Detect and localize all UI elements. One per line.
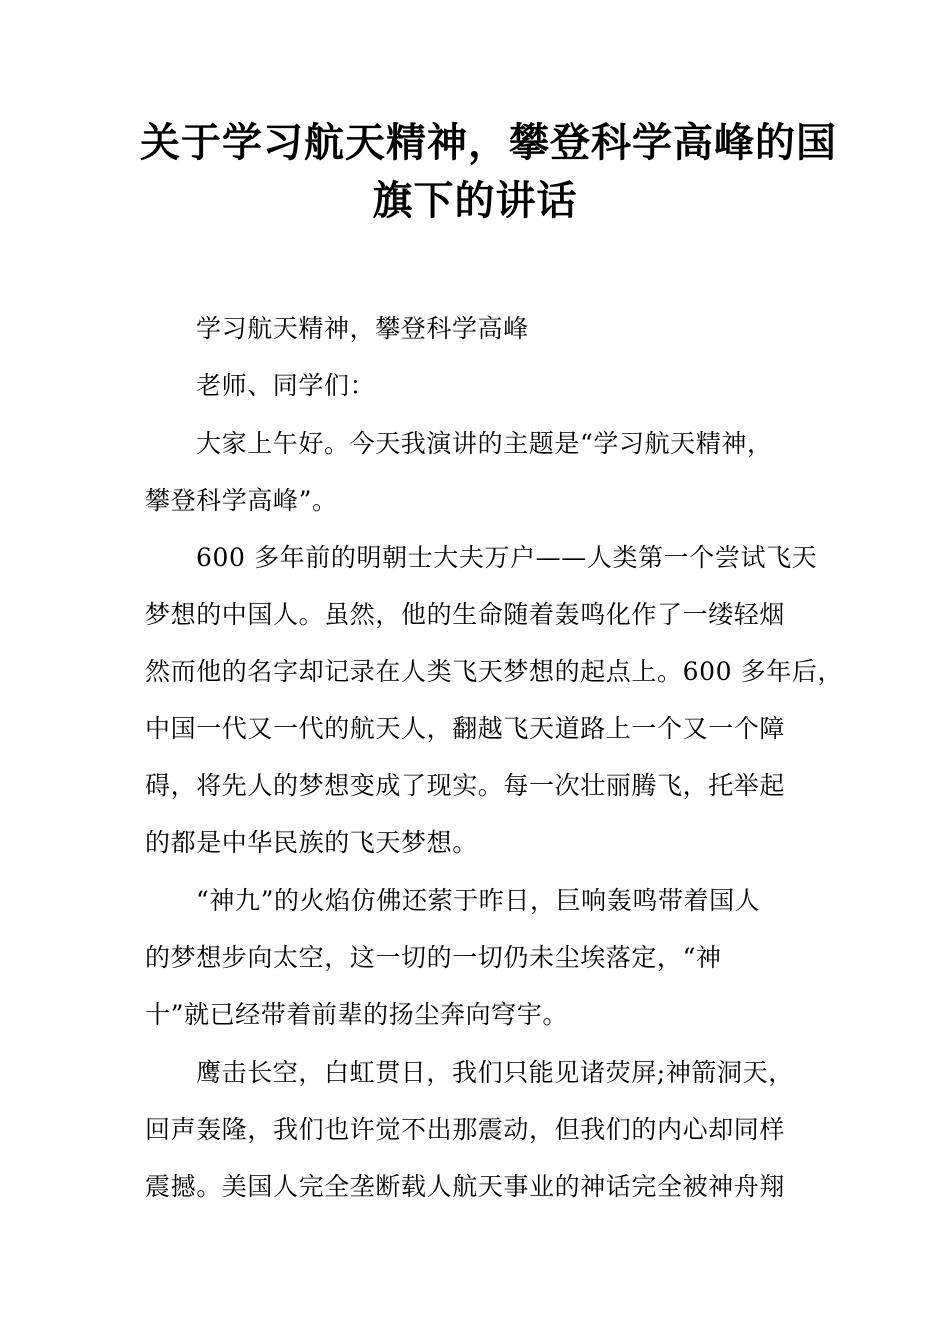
paragraph-4-line-2: 回声轰隆，我们也许觉不出那震动，但我们的内心却同样 xyxy=(145,1115,786,1144)
paragraph-2-line-1: 600 多年前的明朝士大夫万户——人类第一个尝试飞天 xyxy=(196,543,818,572)
paragraph-4-line-1: 鹰击长空，白虹贯日，我们只能见诸荧屏;神箭洞天， xyxy=(196,1058,794,1087)
paragraph-3-line-1: “神九”的火焰仿佛还萦于昨日，巨响轰鸣带着国人 xyxy=(196,886,761,915)
paragraph-1-line-1: 大家上午好。今天我演讲的主题是“学习航天精神， xyxy=(196,429,773,458)
paragraph-2-line-4: 中国一代又一代的航天人，翻越飞天道路上一个又一个障 xyxy=(145,714,786,743)
document-title-line-1: 关于学习航天精神，攀登科学高峰的国 xyxy=(140,119,837,166)
document-title-line-2: 旗下的讲话 xyxy=(372,177,578,224)
subtitle-line: 学习航天精神，攀登科学高峰 xyxy=(196,314,529,343)
paragraph-2-line-2: 梦想的中国人。虽然，他的生命随着轰鸣化作了一缕轻烟 xyxy=(145,600,786,629)
paragraph-4-line-3: 震撼。美国人完全垄断载人航天事业的神话完全被神舟翔 xyxy=(145,1172,786,1201)
paragraph-3-line-3: 十”就已经带着前辈的扬尘奔向穹宇。 xyxy=(145,1000,568,1029)
salutation-line: 老师、同学们： xyxy=(196,371,376,400)
paragraph-1-line-2: 攀登科学高峰”。 xyxy=(145,486,338,515)
paragraph-3-line-2: 的梦想步向太空，这一切的一切仍未尘埃落定，“神 xyxy=(145,943,722,972)
paragraph-2-line-6: 的都是中华民族的飞天梦想。 xyxy=(145,828,478,857)
paragraph-2-line-3: 然而他的名字却记录在人类飞天梦想的起点上。600 多年后， xyxy=(145,657,844,686)
paragraph-2-line-5: 碍，将先人的梦想变成了现实。每一次壮丽腾飞，托举起 xyxy=(145,771,786,800)
